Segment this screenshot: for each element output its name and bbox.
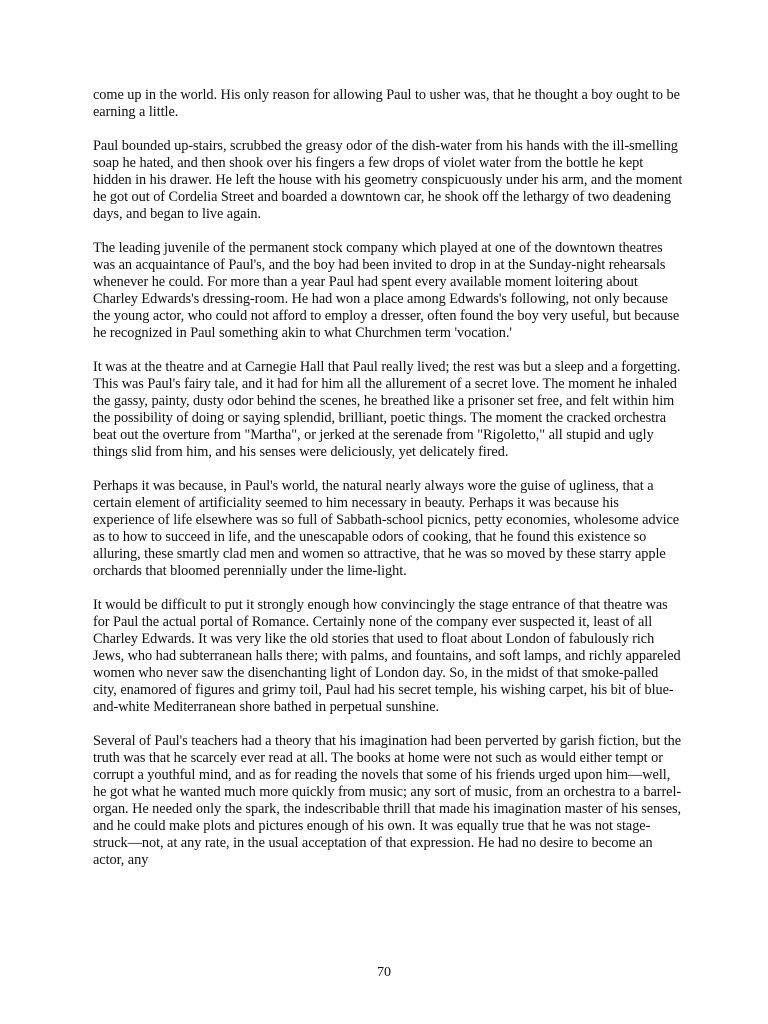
paragraph-2: Paul bounded up-stairs, scrubbed the greasy odor of the dish-water from his hands with the ill-smelling soap he hated, and then shook over his fingers a few drops of violet water from the bottle he kept hidden in his drawer. He left the house with his geometry conspicuously under his arm, and the moment he got out of Cordelia Street and boarded a downtown car, he shook off the lethargy of two deadening days, and began to live again.	[93, 138, 683, 222]
paragraph-3: The leading juvenile of the permanent stock company which played at one of the downtown theatres was an acquaintance of Paul's, and the boy had been invited to drop in at the Sunday-night rehearsals whenever he could. For more than a year Paul had spent every available moment loitering about Charley Edwards's dressing-room. He had won a place among Edwards's following, not only because the young actor, who could not afford to employ a dresser, often found the boy very useful, but because he recognized in Paul something akin to what Churchmen term 'vocation.'	[93, 240, 680, 341]
paragraph-4: It was at the theatre and at Carnegie Hall that Paul really lived; the rest was but a sleep and a forgetting. This was Paul's fairy tale, and it had for him all the allurement of a secret love. The moment he inhaled the gassy, painty, dusty odor behind the scenes, he breathed like a prisoner set free, and felt within him the possibility of doing or saying splendid, brilliant, poetic things. The moment the cracked orchestra beat out the overture from "Martha", or jerked at the serenade from "Rigoletto," all stupid and ugly things slid from him, and his senses were deliciously, yet delicately fired.	[93, 359, 681, 460]
text-column	[93, 87, 683, 886]
page-number: 70	[377, 965, 391, 980]
paragraph-5: Perhaps it was because, in Paul's world, the natural nearly always wore the guise of ugliness, that a certain element of artificiality seemed to him necessary in beauty. Perhaps it was because his experience of life elsewhere was so full of Sabbath-school picnics, petty economies, wholesome advice as to how to succeed in life, and the unescapable odors of cooking, that he found this existence so alluring, these smartly clad men and women so attractive, that he was so moved by these starry apple orchards that bloomed perennially under the lime-light.	[93, 478, 680, 579]
paragraph-1: come up in the world. His only reason for allowing Paul to usher was, that he thought a boy ought to be earning a little.	[93, 87, 680, 120]
paragraph-7: Several of Paul's teachers had a theory that his imagination had been perverted by garish fiction, but the truth was that he scarcely ever read at all. The books at home were not such as would either tempt or corrupt a youthful mind, and as for reading the novels that some of his friends urged upon him—well, he got what he wanted much more quickly from music; any sort of music, from an orchestra to a barrel-organ. He needed only the spark, the indescribable thrill that made his imagination master of his senses, and he could make plots and pictures enough of his own. It was equally true that he was not stage-struck—not, at any rate, in the usual acceptation of that expression. He had no desire to become an actor, any	[93, 733, 682, 868]
paragraph-6: It would be difficult to put it strongly enough how convincingly the stage entrance of that theatre was for Paul the actual portal of Romance. Certainly none of the company ever suspected it, least of all Charley Edwards. It was very like the old stories that used to float about London of fabulously rich Jews, who had subterranean halls there; with palms, and fountains, and soft lamps, and richly appareled women who never saw the disenchanting light of London day. So, in the midst of that smoke-palled city, enamored of figures and grimy toil, Paul had his secret temple, his wishing carpet, his bit of blue-and-white Mediterranean shore bathed in perpetual sunshine.	[93, 597, 681, 715]
